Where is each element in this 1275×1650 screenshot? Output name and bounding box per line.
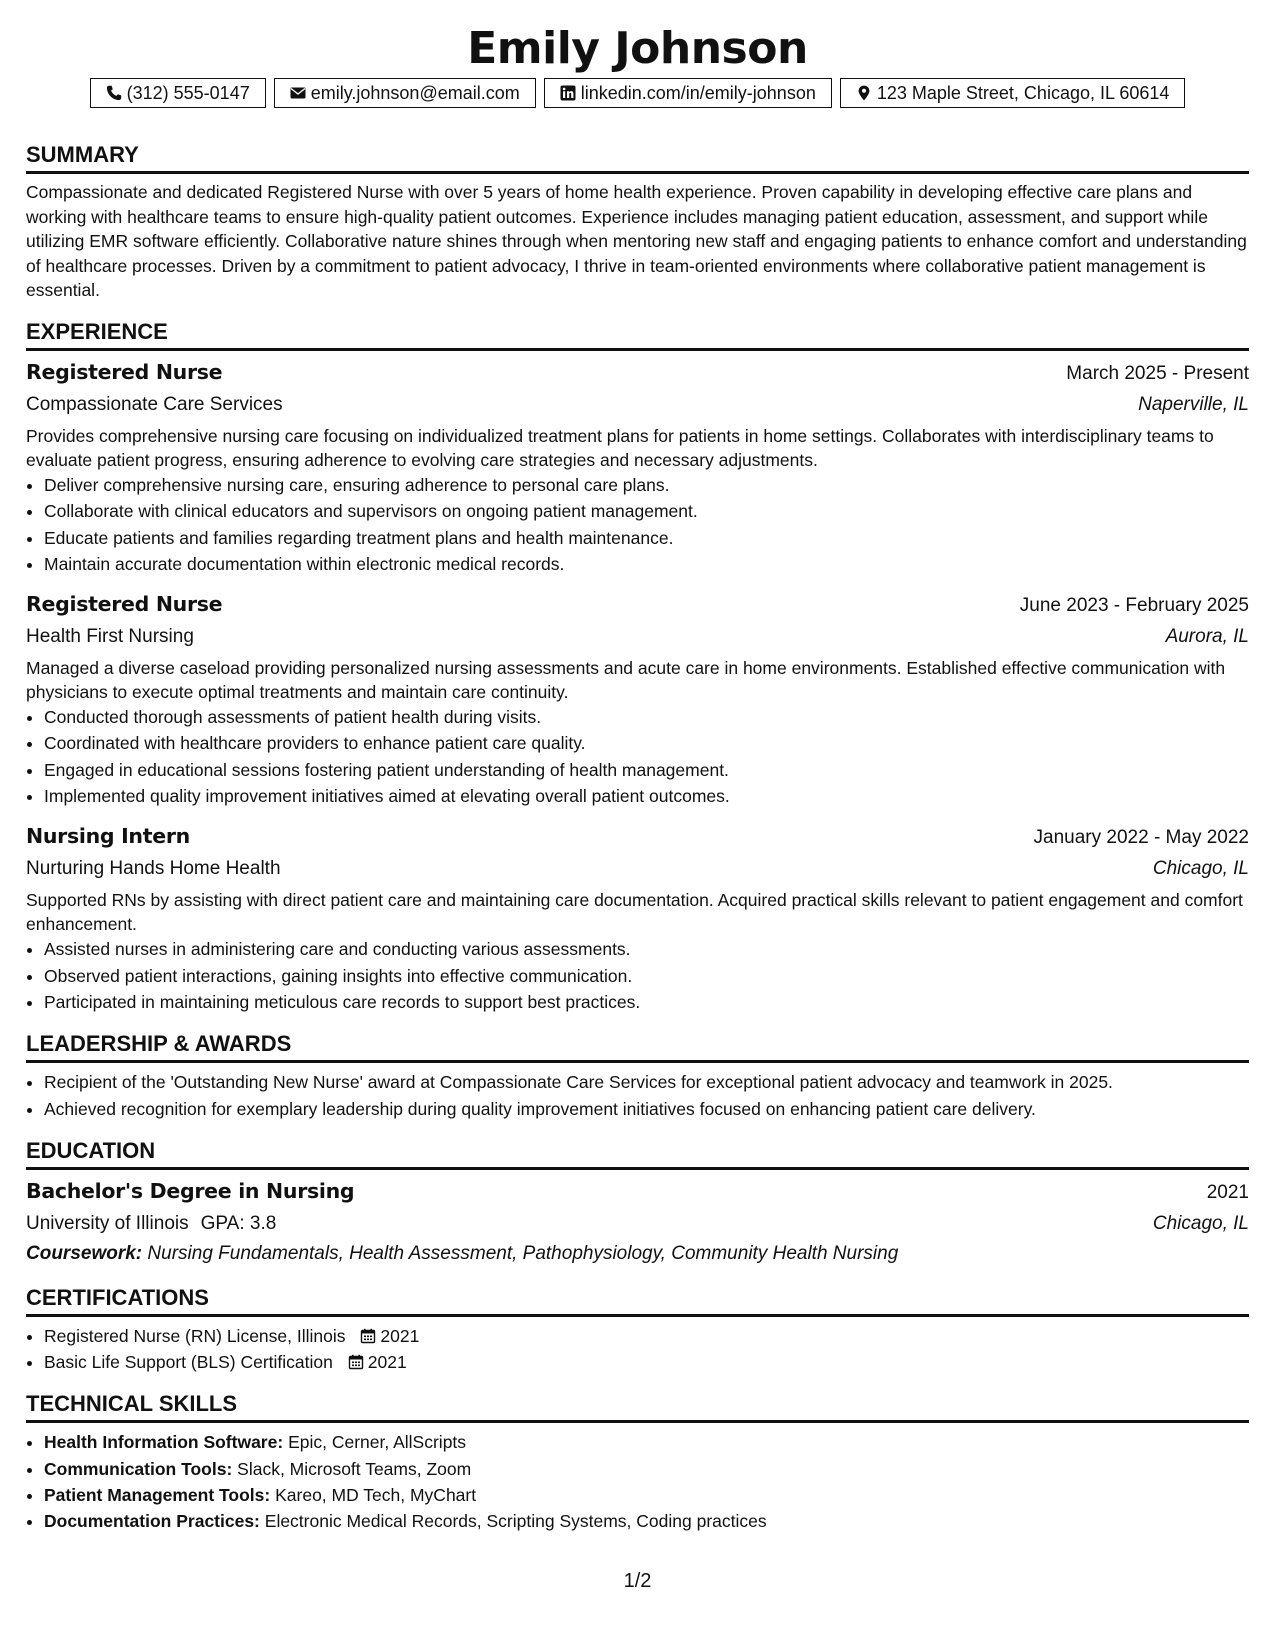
contact-phone[interactable] <box>90 78 266 108</box>
phone-text: (312) 555-0147 <box>126 83 250 103</box>
job-dates: June 2023 - February 2025 <box>1019 595 1249 617</box>
job-bullet: • Observed patient interactions, gaining insights into effective communication. <box>44 963 1249 989</box>
skill-label: Communication Tools: <box>44 1458 233 1479</box>
skill-item <box>44 1482 1249 1508</box>
job-title: Nursing Intern <box>26 824 190 849</box>
coursework-label: Coursework: <box>26 1242 143 1264</box>
job-location: Naperville, IL <box>1138 393 1249 415</box>
summary-section <box>26 141 1249 303</box>
certification-name: Registered Nurse (RN) License, Illinois <box>44 1325 346 1346</box>
skill-value: Slack, Microsoft Teams, Zoom <box>237 1458 472 1479</box>
contact-address[interactable] <box>840 78 1186 108</box>
job-description: Provides comprehensive nursing care focusing on individualized treatment plans for patients in home settings. Collaborates with interdisciplinary teams to evaluate patient progress, ensuring adherence to evolving care strategies and necessary adjustments. <box>26 425 1214 470</box>
job-description: Supported RNs by assisting with direct patient care and maintaining care documentation. Acquired practical skills relevant to patient engagement and comfort enhancement. <box>26 890 1243 935</box>
job-bullet: • Conducted thorough assessments of patient health during visits. <box>44 704 1249 730</box>
job-bullet: • Educate patients and families regarding treatment plans and health maintenance. <box>44 525 1249 551</box>
contact-bar <box>26 78 1249 108</box>
linkedin-text: linkedin.com/in/emily-johnson <box>580 83 816 103</box>
job-bullet: • Coordinated with healthcare providers to enhance patient care quality. <box>44 730 1249 756</box>
certification-name: Basic Life Support (BLS) Certification <box>44 1352 333 1373</box>
education-heading: EDUCATION <box>26 1137 1249 1170</box>
candidate-name: Emily Johnson <box>467 23 808 74</box>
skill-label: Patient Management Tools: <box>44 1485 271 1506</box>
coursework-line <box>26 1239 1249 1269</box>
skill-value: Epic, Cerner, AllScripts <box>288 1432 467 1453</box>
job-entry <box>26 821 1249 1015</box>
job-description: Managed a diverse caseload providing personalized nursing assessments and acute care in home environments. Established effective communication with physicians to execute optimal treatments and maintain care continuity. <box>26 658 1226 703</box>
leadership-heading: LEADERSHIP & AWARDS <box>26 1030 1249 1063</box>
job-bullet: • Implemented quality improvement initiatives aimed at elevating overall patient outcomes. <box>44 783 1249 809</box>
award-item: • Achieved recognition for exemplary leadership during quality improvement initiatives focused on enhancing patient care delivery. <box>44 1096 1249 1122</box>
job-entry <box>26 357 1249 577</box>
school-line <box>26 1208 276 1239</box>
contact-linkedin[interactable] <box>544 78 832 108</box>
education-section <box>26 1137 1249 1269</box>
school-location: Chicago, IL <box>1152 1212 1249 1234</box>
job-bullet: • Engaged in educational sessions fostering patient understanding of health management. <box>44 757 1249 783</box>
calendar-icon <box>348 1354 364 1370</box>
skill-item <box>44 1508 1249 1534</box>
experience-section <box>26 318 1249 1015</box>
experience-heading: EXPERIENCE <box>26 318 1249 351</box>
graduation-year: 2021 <box>1206 1181 1249 1203</box>
job-bullets <box>26 936 1249 1015</box>
skill-item <box>44 1456 1249 1482</box>
job-company: Health First Nursing <box>26 626 194 648</box>
leadership-section <box>26 1030 1249 1122</box>
award-item: • Recipient of the 'Outstanding New Nurse' award at Compassionate Care Services for exceptional patient advocacy and teamwork in 2025. <box>44 1069 1249 1095</box>
certification-item <box>44 1323 1249 1349</box>
job-company: Nurturing Hands Home Health <box>26 858 281 880</box>
job-title: Registered Nurse <box>26 359 223 384</box>
calendar-icon <box>360 1328 376 1344</box>
job-bullet: • Deliver comprehensive nursing care, ensuring adherence to personal care plans. <box>44 472 1249 498</box>
skill-item <box>44 1429 1249 1455</box>
skill-label: Health Information Software: <box>44 1432 284 1453</box>
address-text: 123 Maple Street, Chicago, IL 60614 <box>876 83 1170 103</box>
certifications-heading: CERTIFICATIONS <box>26 1284 1249 1317</box>
skills-section <box>26 1390 1249 1534</box>
job-dates: March 2025 - Present <box>1066 362 1249 384</box>
certifications-section <box>26 1284 1249 1376</box>
certification-item <box>44 1349 1249 1375</box>
job-dates: January 2022 - May 2022 <box>1033 827 1249 849</box>
skills-list <box>26 1429 1249 1534</box>
job-entry <box>26 589 1249 809</box>
envelope-icon <box>290 85 306 101</box>
page-number: 1/2 <box>623 1570 652 1592</box>
contact-email[interactable] <box>274 78 536 108</box>
job-location: Chicago, IL <box>1152 858 1249 880</box>
summary-text: Compassionate and dedicated Registered Nurse with over 5 years of home health experience. Proven capability in developing effective care plans and working with healthcare teams to ensure high-quality patient outcomes. Experience includes managing patient education, assessment, and support while utilizing EMR software efficiently. Collaborative nature shines through when mentoring new staff and engaging patients to enhance comfort and understanding of healthcare processes. Driven by a commitment to patient advocacy, I thrive in team-oriented environments where collaborative patient management is essential. <box>26 182 1247 301</box>
coursework-list: Nursing Fundamentals, Health Assessment, Pathophysiology, Community Health Nursing <box>147 1242 899 1264</box>
degree-title: Bachelor's Degree in Nursing <box>26 1178 355 1203</box>
email-text: emily.johnson@email.com <box>310 83 520 103</box>
skill-label: Documentation Practices: <box>44 1511 260 1532</box>
job-bullet: • Collaborate with clinical educators and supervisors on ongoing patient management. <box>44 498 1249 524</box>
skill-value: Electronic Medical Records, Scripting Systems, Coding practices <box>264 1511 767 1532</box>
certification-year: 2021 <box>380 1325 420 1346</box>
job-bullet: • Assisted nurses in administering care and conducting various assessments. <box>44 936 1249 962</box>
job-bullets <box>26 472 1249 577</box>
job-title: Registered Nurse <box>26 592 223 617</box>
awards-list <box>26 1069 1249 1122</box>
phone-icon <box>106 85 122 101</box>
education-entry <box>26 1176 1249 1269</box>
skills-heading: TECHNICAL SKILLS <box>26 1390 1249 1423</box>
skill-value: Kareo, MD Tech, MyChart <box>275 1485 477 1506</box>
gpa: GPA: 3.8 <box>200 1212 277 1234</box>
certifications-list <box>26 1323 1249 1376</box>
map-pin-icon <box>856 85 872 101</box>
job-bullet: • Maintain accurate documentation within electronic medical records. <box>44 551 1249 577</box>
job-bullets <box>26 704 1249 809</box>
summary-heading: SUMMARY <box>26 141 1249 174</box>
certification-year: 2021 <box>367 1352 407 1373</box>
job-location: Aurora, IL <box>1165 626 1249 648</box>
job-company: Compassionate Care Services <box>26 393 283 415</box>
linkedin-icon <box>560 85 576 101</box>
school-name: University of Illinois <box>26 1212 189 1234</box>
job-bullet: • Participated in maintaining meticulous care records to support best practices. <box>44 989 1249 1015</box>
